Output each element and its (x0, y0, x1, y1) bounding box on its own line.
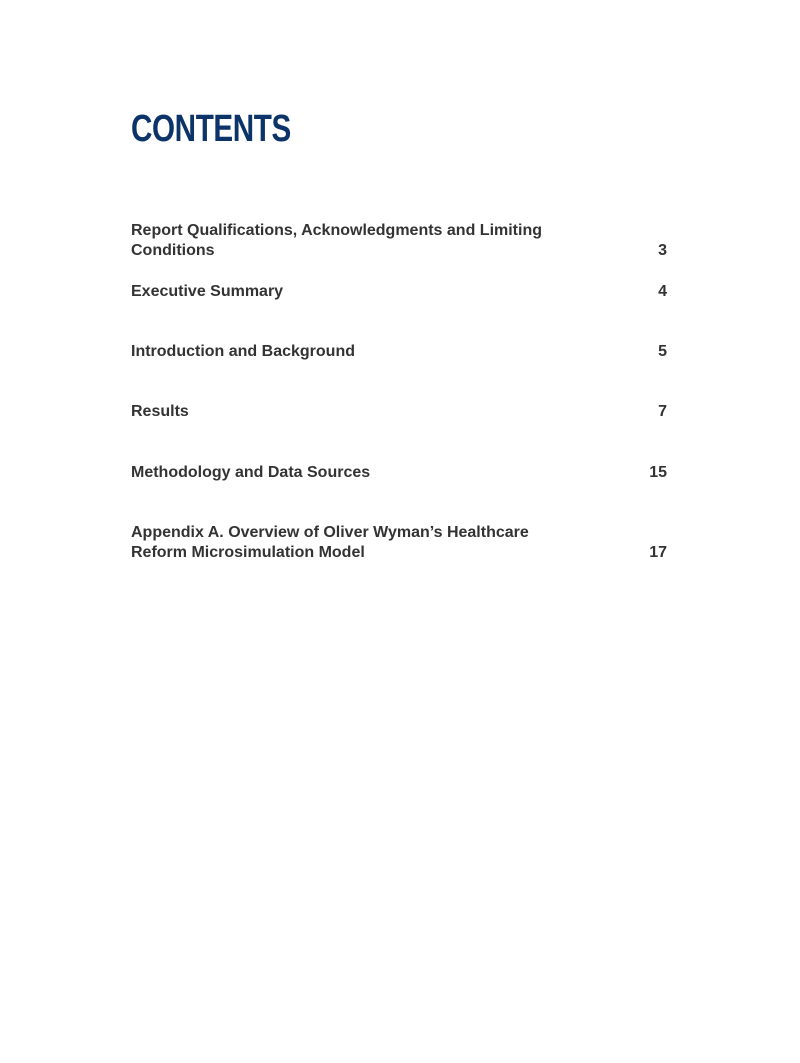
toc-entry-title: Introduction and Background (131, 343, 355, 360)
toc-entry-title: Results (131, 403, 189, 420)
toc-entry-title: Executive Summary (131, 283, 284, 300)
toc-entry-page-number: 17 (649, 544, 667, 561)
toc-entry-appendix-a[interactable] (131, 523, 667, 563)
toc-entry-page-number: 7 (658, 403, 667, 420)
toc-entry-title (131, 523, 529, 563)
toc-entry-results[interactable] (131, 402, 667, 422)
toc-entry-title: Methodology and Data Sources (131, 464, 371, 481)
toc-entry-page-number: 15 (649, 464, 667, 481)
toc-entry-title: Report Qualifications, Acknowledgments and Limiting Conditions (131, 222, 542, 259)
toc-entry-page-number: 5 (658, 343, 667, 360)
page-title: CONTENTS (131, 108, 291, 150)
toc-entry-page-number: 4 (658, 283, 667, 300)
toc-entry-page-number: 3 (658, 242, 667, 259)
toc-entry-title-line-1: Appendix A. Overview of Oliver Wyman’s Healthcare (131, 524, 529, 541)
toc-entry-methodology[interactable] (131, 463, 667, 483)
toc-entry-introduction[interactable] (131, 342, 667, 362)
toc-entry-title-line-2: Reform Microsimulation Model (131, 544, 365, 561)
toc-entry-executive-summary[interactable] (131, 282, 667, 302)
toc-entry-report-qualifications[interactable] (131, 221, 667, 261)
